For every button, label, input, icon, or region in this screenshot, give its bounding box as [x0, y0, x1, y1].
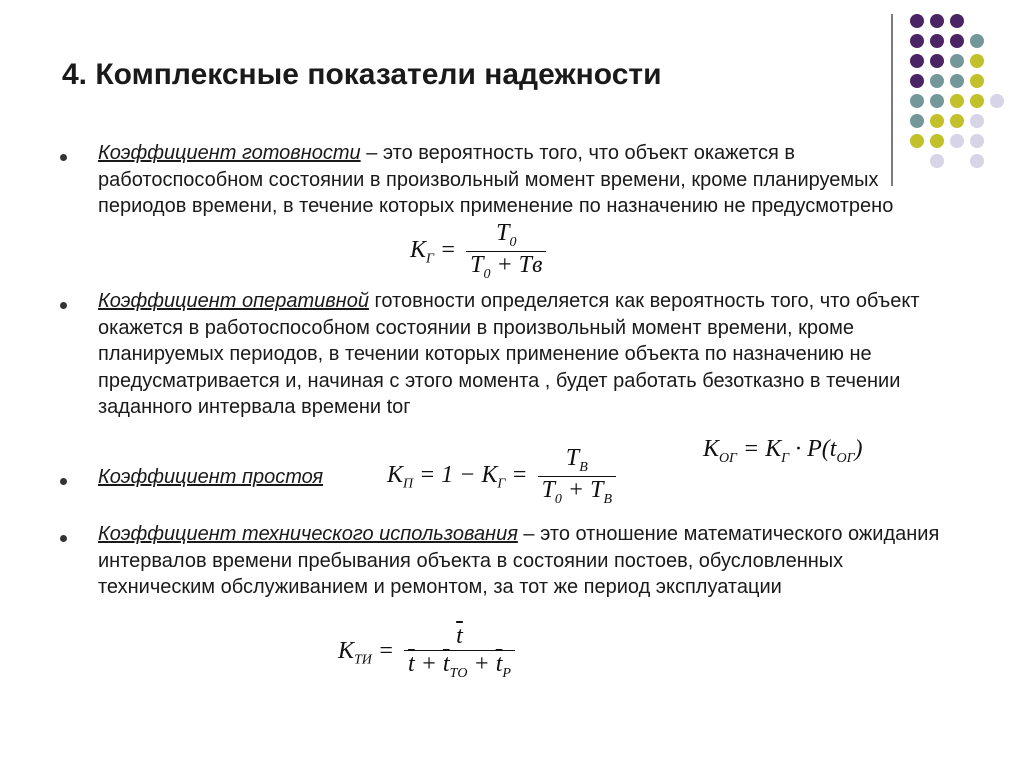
decor-dot [970, 34, 984, 48]
decor-dot [950, 134, 964, 148]
decor-dot [970, 94, 984, 108]
decor-dot [990, 94, 1004, 108]
decor-dot [970, 154, 984, 168]
decor-dot [950, 114, 964, 128]
decor-dot [910, 134, 924, 148]
term-technical-use: Коэффициент технического использования [98, 523, 518, 545]
bullet-idle [98, 464, 378, 491]
formula-kg: $К_Г$ = $\frac{T_0}{T_0 + Tв}$ [410, 220, 546, 283]
decor-dot [930, 154, 944, 168]
bullet-readiness [98, 140, 898, 220]
decor-dot [930, 34, 944, 48]
decor-dot [930, 74, 944, 88]
bullet-dot [60, 154, 67, 161]
text-operational: готовности определяется как вероятность того, что объект окажется в работоспособном состоянии в произвольный момент времени, кроме планируемых периодов, в течении которых применение объекта по назначению не предусматривается и, начиная с этого момента , будет работать безотказно в течении заданного интервала времени tог [98, 290, 920, 419]
decor-dot [930, 54, 944, 68]
slide-title: 4. Комплексные показатели надежности [62, 58, 662, 91]
decor-dot [970, 134, 984, 148]
bullet-technical-use [98, 521, 958, 601]
decor-dot [950, 94, 964, 108]
decor-dot [970, 114, 984, 128]
decor-dot [930, 134, 944, 148]
decor-dot [910, 114, 924, 128]
decor-dot [930, 14, 944, 28]
decor-dot [930, 114, 944, 128]
decor-dot [970, 54, 984, 68]
decor-dot [950, 54, 964, 68]
formula-kp: $К_П = 1 - К_Г$ = $\frac{T_В}{T_0 + T_В}$ [387, 445, 616, 508]
bullet-operational-readiness [98, 288, 968, 421]
decor-dot [910, 94, 924, 108]
bullet-dot [60, 478, 67, 485]
decor-dot [930, 94, 944, 108]
text-technical-use: – это отношение математического ожидания интервалов времени пребывания объекта в состоянии постоев, обусловленных техническим обслуживанием и ремонтом, за тот же период эксплуатации [98, 523, 940, 599]
bullet-dot [60, 535, 67, 542]
decor-dot [910, 14, 924, 28]
decor-dot [950, 74, 964, 88]
text-readiness: – это вероятность того, что объект окажется в работоспособном состоянии в произвольный момент времени, кроме планируемых периодов времени, в течение которых применение по назначению не предусмотрено [98, 142, 894, 218]
bullet-dot [60, 302, 67, 309]
decor-dot [950, 14, 964, 28]
term-operational: Коэффициент оперативной [98, 290, 369, 312]
decor-dot [970, 74, 984, 88]
formula-kti: $К_{ТИ}$ = $\frac{\overline{t}}{\overline{t} + \overline{t}_{ТО} + \overline{t}_Р}$ [338, 623, 515, 682]
term-readiness: Коэффициент готовности [98, 142, 361, 164]
formula-kog: $К_{ОГ} = К_Г \cdot P(t_{ОГ})$ [703, 436, 863, 466]
term-idle: Коэффициент простоя [98, 466, 324, 488]
decor-dot [910, 74, 924, 88]
decor-dot [950, 34, 964, 48]
decor-dot [910, 54, 924, 68]
decor-dot [910, 34, 924, 48]
